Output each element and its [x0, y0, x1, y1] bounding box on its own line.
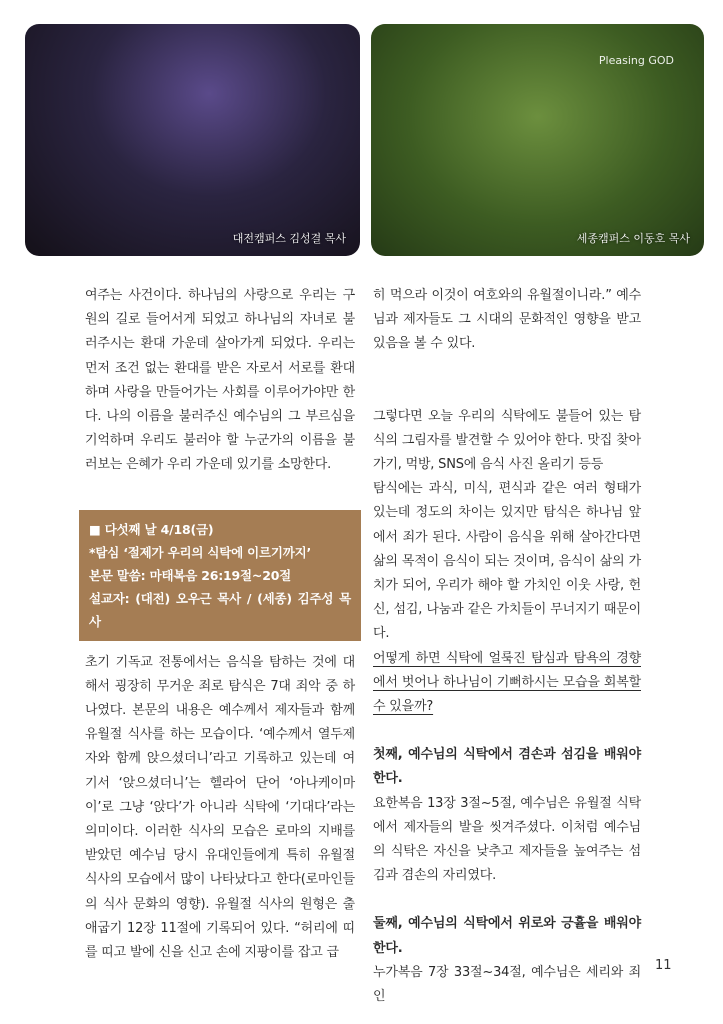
right-paragraph-2b: 탐식에는 과식, 미식, 편식과 같은 여러 형태가 있는데 정도의 차이는 있지만 탐식은 하나님 앞에서 죄가 된다. 사람이 음식을 위해 살아간다면 삶의 목적이 음식이 되는 것이며, 음식이 삶의 가치가 되어, 우리가 해야 할 가치인 이웃 사랑, 헌신, 섬김, 나눔과 같은 가치들이 무너지기 때문이다.	[373, 481, 641, 642]
left-paragraph-1: 여주는 사건이다. 하나님의 사랑으로 우리는 구원의 길로 들어서게 되었고 하나님의 자녀로 불러주시는 환대 가운데 살아가게 되었다. 우리는 먼저 조건 없는 환대를 받은 자로서 서로를 환대하며 사랑을 만들어가는 사회를 이루어가야만 한다. 나의 이름을 불러주신 예수님의 그 부르심을 기억하며 우리도 불러야 할 누군가의 이름을 불러보는 은혜가 우리 가운데 있기를 소망한다.	[85, 288, 355, 473]
right-paragraph-4: 누가복음 7장 33절~34절, 예수님은 세리와 죄인	[373, 964, 641, 1005]
right-question: 어떻게 하면 식탁에 얼룩진 탐심과 탐욕의 경향에서 벗어나 하나님이 기뻐하시는 모습을 회복할 수 있을까?	[373, 650, 641, 715]
photo-sejong-pastor	[371, 24, 704, 256]
box-line-day: ■ 다섯째 날 4/18(금)	[89, 518, 351, 541]
photo-caption-right: 세종캠퍼스 이동호 목사	[576, 232, 690, 245]
photo-caption-left: 대전캠퍼스 김성결 목사	[232, 232, 346, 245]
square-bullet-icon: ■	[89, 521, 101, 537]
brand-label: Pleasing GOD	[598, 54, 674, 67]
right-paragraph-1: 히 먹으라 이것이 여호와의 유월절이니라.” 예수님과 제자들도 그 시대의 문화적인 영향을 받고 있음을 볼 수 있다.	[373, 288, 641, 352]
heading-first: 첫째, 예수님의 식탁에서 겸손과 섬김을 배워야 한다.	[373, 747, 641, 787]
page-number: 11	[655, 958, 672, 973]
right-paragraph-2a: 그렇다면 오늘 우리의 식탁에도 불들어 있는 탐식의 그림자를 발견할 수 있어야 한다. 맛집 찾아가기, 먹방, SNS에 음식 사진 올리기 등등	[373, 408, 641, 473]
photo-daejeon-pastor	[25, 24, 360, 256]
sermon-info-box	[79, 510, 361, 641]
heading-second: 둘째, 예수님의 식탁에서 위로와 긍휼을 배워야 한다.	[373, 916, 641, 956]
right-column	[373, 284, 641, 1009]
left-column	[85, 284, 355, 965]
left-paragraph-2: 초기 기독교 전통에서는 음식을 탐하는 것에 대해서 굉장히 무거운 죄로 탐식은 7대 죄악 중 하나였다. 본문의 내용은 예수께서 제자들과 함께 유월절 식사를 하는 모습이다. ‘예수께서 열두제자와 함께 앉으셨더니’라고 기록하고 있는데 여기서 ‘앉으셨더니’는 헬라어 단어 ‘아나케이마이’로 그냥 ‘앉다’가 아니라 식탁에 ‘기대다’라는 의미이다. 이러한 식사의 모습은 로마의 지배를 받았던 예수님 당시 유대인들에게 특히 유월절 식사의 모습에서 많이 나타났다고 한다(로마인들의 식사 문화의 영향). 유월절 식사의 원형은 출애굽기 12장 11절에 기록되어 있다. “허리에 띠를 띠고 발에 신을 신고 손에 지팡이를 잡고 급	[85, 654, 355, 961]
right-paragraph-3: 요한복음 13장 3절~5절, 예수님은 유월절 식탁에서 제자들의 발을 씻겨주셨다. 이처럼 예수님의 식탁은 자신을 낮추고 제자들을 높여주는 섬김과 겸손의 자리였다.	[373, 795, 641, 884]
box-line-theme: *탐심 ‘절제가 우리의 식탁에 이르기까지’	[89, 544, 312, 560]
box-line-preacher: 설교자: (대전) 오우근 목사 / (세종) 김주성 목사	[89, 590, 351, 629]
box-line-scripture: 본문 말씀: 마태복음 26:19절~20절	[89, 567, 292, 583]
